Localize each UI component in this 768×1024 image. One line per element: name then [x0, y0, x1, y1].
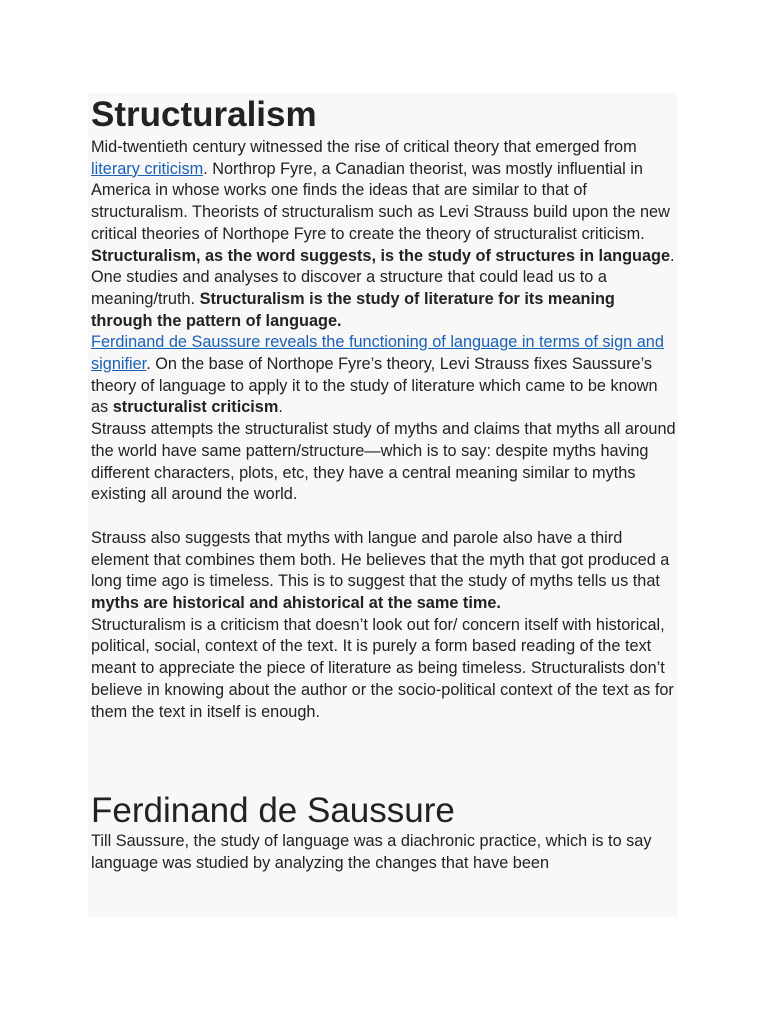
- bold-text: myths are historical and ahistorical at the same time.: [91, 594, 501, 613]
- document-content: [91, 93, 676, 875]
- paragraph-definition: [91, 246, 676, 333]
- bold-text: Structuralism is the study of literature for its meaning through the pattern of language.: [91, 289, 615, 330]
- text-run: Strauss also suggests that myths with langue and parole also have a third element that combines them both. He believes that the myth that got produced a long time ago is timeless. This is to suggest that the study of myths tells us that: [91, 528, 670, 591]
- text-run: Mid-twentieth century witnessed the rise of critical theory that emerged from: [91, 138, 637, 156]
- text-run: . Northrop Fyre, a Canadian theorist, was mostly influential in America in whose works one finds the ideas that are similar to that of structuralism. Theorists of structuralism such as Levi Strauss build upon the new critical theories of Northope Fyre to create the theory of structuralist criticism.: [91, 159, 670, 243]
- paragraph-form-based: Structuralism is a criticism that doesn’t look out for/ concern itself with historical, political, social, context of the text. It is purely a form based reading of the text meant to appreciate the piece of literature as being timeless. Structuralists don’t believe in knowing about the author or the socio-political context of the text as for them the text in itself is enough.: [91, 615, 674, 721]
- saussure-sign-link[interactable]: Ferdinand de Saussure reveals the functioning of language in terms of sign and signifier: [91, 333, 664, 374]
- text-run: .: [278, 398, 283, 417]
- text-run: . On the base of Northope Fyre’s theory, Levi Strauss fixes Saussure’s theory of language to apply it to the study of literature which came to be known as: [91, 355, 658, 417]
- paragraph-diachronic: Till Saussure, the study of language was a diachronic practice, which is to say language was studied by analyzing the changes that have been: [91, 832, 652, 872]
- text-run: . One studies and analyses to discover a structure that could lead us to a meaning/truth.: [91, 246, 675, 308]
- bold-text: Structuralism, as the word suggests, is the study of structures in language: [91, 246, 671, 265]
- document-page: [88, 93, 678, 917]
- paragraph-langue-parole: [91, 528, 676, 615]
- paragraph-intro: [91, 137, 676, 246]
- literary-criticism-link[interactable]: literary criticism: [91, 159, 204, 178]
- page-title: Structuralism: [91, 95, 317, 134]
- section-heading-saussure: Ferdinand de Saussure: [91, 791, 455, 831]
- bold-text: structuralist criticism: [112, 398, 279, 417]
- paragraph-myths: Strauss attempts the structuralist study of myths and claims that myths all around the world have same pattern/structure—which is to say: despite myths having different characters, plots, etc, they have a central meaning similar to myths existing all around the world.: [91, 420, 676, 504]
- paragraph-saussure-intro: [91, 332, 676, 419]
